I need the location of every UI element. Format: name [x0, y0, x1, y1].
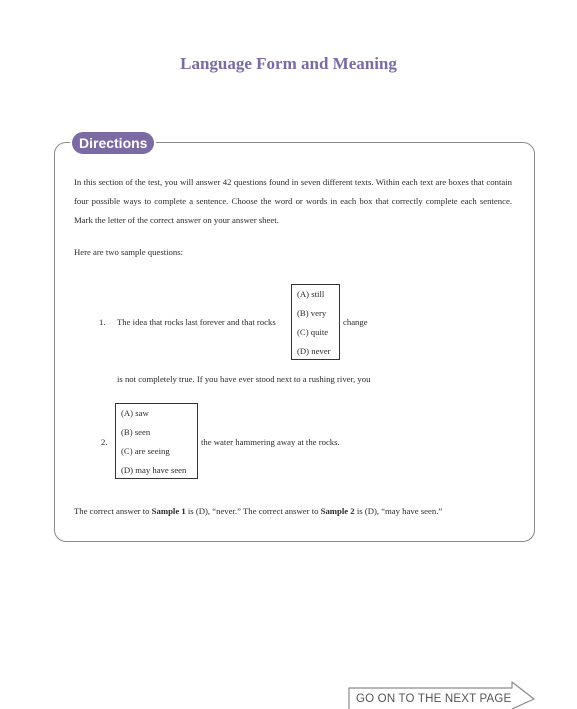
sample1-choice-box [291, 284, 340, 360]
sample2-choice-box [115, 403, 198, 479]
sample2-option-a: (A) saw [121, 408, 149, 418]
sample1-number: 1. [99, 317, 106, 327]
answer-sample1-label: Sample 1 [151, 506, 186, 516]
answer-explanation [74, 505, 442, 517]
sample2-text-after: the water hammering away at the rocks. [201, 437, 340, 447]
sample2-option-b: (B) seen [121, 427, 151, 437]
sample2-option-d: (D) may have seen [121, 465, 187, 475]
sample2-number: 2. [101, 437, 108, 447]
page-title: Language Form and Meaning [180, 54, 397, 73]
answer-part1: The correct answer to [74, 506, 152, 516]
directions-intro: In this section of the test, you will answer 42 questions found in seven different texts. Within each text are boxes that contain four possible ways to complete a sentence. Choose the word or words in each box that correctly complete each sentence. Mark the letter of the correct answer on your answer sheet. [74, 177, 512, 225]
sample1-option-d: (D) never [297, 346, 331, 356]
sample1-option-a: (A) still [297, 289, 325, 299]
next-page-label: GO ON TO THE NEXT PAGE [356, 693, 512, 705]
answer-part2: is (D), “never.” The correct answer to [185, 506, 321, 516]
answer-sample2-label: Sample 2 [320, 506, 355, 516]
sample1-text-after: change [343, 317, 368, 327]
sample-lead: Here are two sample questions: [74, 247, 184, 257]
sample1-text-before: The idea that rocks last forever and that rocks [117, 317, 276, 327]
sample1-option-c: (C) quite [297, 327, 329, 337]
answer-part3: is (D), “may have seen.” [354, 506, 443, 516]
directions-heading: Directions [72, 132, 154, 154]
sample1-option-b: (B) very [297, 308, 327, 318]
next-page-indicator [348, 681, 538, 709]
sample1-continuation: is not completely true. If you have ever stood next to a rushing river, you [117, 374, 371, 384]
sample2-option-c: (C) are seeing [121, 446, 170, 456]
